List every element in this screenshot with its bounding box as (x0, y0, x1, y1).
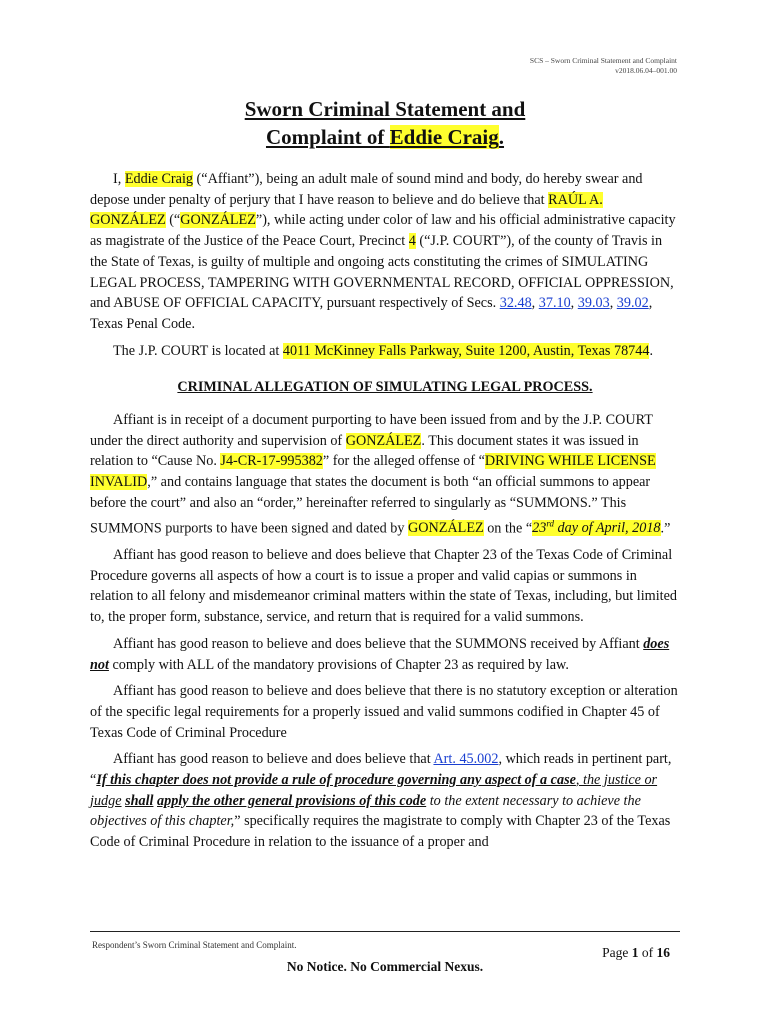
text: . This document states it was issued in relation to “Cause No. (90, 432, 639, 470)
link-sec-32-48[interactable]: 32.48 (499, 295, 532, 312)
text: ” specifically requires the magistrate to comply with Chapter 23 of the Texas Code of Criminal Procedure in relation to the issuance of a proper and (90, 813, 671, 851)
text: (“ (165, 212, 181, 229)
link-sec-39-02[interactable]: 39.02 (616, 295, 649, 312)
link-sec-39-03[interactable]: 39.03 (577, 295, 610, 312)
text: (“J.P. COURT”), of the county of Travis in the State of Texas, is guilty of multiple and ongoing acts constituting the crimes of SIMULATING LEGAL PROCESS, TAMPERING WITH GOVERNMENTAL RECORD, OFFICIAL OPPRESSION, and ABUSE OF OFFICIAL CAPACITY, pursuant respectively of Secs. (90, 233, 674, 312)
accused-short-name: GONZÁLEZ (408, 520, 484, 537)
text: ”), while acting under color of law and his official administrative capacity as magistrate of the Justice of the Peace Court, Precinct (90, 212, 676, 250)
paragraph-summons (90, 410, 680, 539)
title-line1: Sworn Criminal Statement and (244, 97, 526, 121)
section-heading: CRIMINAL ALLEGATION OF SIMULATING LEGAL PROCESS. (177, 379, 593, 396)
page-label: Page (602, 945, 632, 960)
text: , which reads in pertinent part, “ (90, 751, 672, 789)
title-line2-suffix: . (498, 125, 505, 149)
text: The J.P. COURT is located at (113, 342, 283, 359)
quote-part-7: apply the other general provisions of this code (157, 792, 427, 809)
document-header (530, 56, 677, 76)
affiant-name: Eddie Craig (124, 171, 193, 187)
quote-part-1: If this chapter does not provide a rule of procedure governing any aspect of a case (96, 772, 576, 789)
text: , Texas Penal Code. (90, 295, 653, 332)
quote-part-3: the justice or judge (90, 772, 658, 809)
text: ,” and contains language that states the document is both “an official summons to appear before the court” and also an “order,” hereinafter referred to singularly as “SUMMONS.” This SUMMONS purports to have been signed and dated by (90, 474, 651, 537)
footer-notice: No Notice. No Commercial Nexus. (286, 959, 484, 974)
footer-document-title: Respondent’s Sworn Criminal Statement and Complaint. (92, 940, 297, 950)
text: comply with ALL of the mandatory provisions of Chapter 23 as required by law. (108, 656, 569, 673)
title-line2-prefix: Complaint of (265, 125, 390, 149)
accused-short-name: GONZÁLEZ (180, 212, 256, 229)
page-total: 16 (656, 945, 670, 960)
paragraph-article-45-002 (90, 749, 680, 853)
accused-short-name: GONZÁLEZ (345, 432, 422, 449)
text: , (570, 295, 578, 312)
text: Affiant has good reason to believe and does believe that (113, 751, 434, 768)
text: , (609, 295, 617, 312)
accused-name: RAÚL A. GONZÁLEZ (90, 191, 603, 229)
page-current: 1 (631, 945, 639, 960)
paragraph-location (90, 341, 680, 362)
paragraph-noncompliance (90, 634, 680, 675)
emphasis-does-not: does not (90, 635, 670, 673)
header-version: v2018.06.04–001.00 (615, 66, 677, 75)
date-ordinal: rd (546, 518, 554, 529)
page-of: of (638, 945, 657, 960)
summons-date (532, 520, 660, 536)
court-address: 4011 McKinney Falls Parkway, Suite 1200, Austin, Texas 78744 (282, 342, 650, 359)
footer-divider (90, 931, 680, 932)
document-body (90, 169, 680, 859)
cause-number: J4-CR-17-995382 (220, 453, 323, 470)
header-title: SCS – Sworn Criminal Statement and Complaint (529, 56, 677, 65)
alleged-offense: DRIVING WHILE LICENSE INVALID (90, 453, 656, 491)
quote-shall: shall (125, 792, 154, 809)
paragraph-intro (90, 169, 680, 335)
text: I, (113, 171, 125, 187)
title-affiant-name: Eddie Craig (389, 125, 499, 149)
date-day: 23 (532, 520, 547, 537)
date-rest: day of April, 2018 (553, 520, 661, 537)
text: ” for the alleged offense of “ (322, 453, 485, 470)
page-title (0, 95, 770, 151)
paragraph-chapter-23: Affiant has good reason to believe and does believe that Chapter 23 of the Texas Code of Criminal Procedure governs all aspects of how a court is to issue a proper and valid capias or summons in relation to all felony and misdemeanor criminal matters within the state of Texas, including, but limited to, the proper form, substance, service, and return that is required for a valid summons. (90, 546, 677, 626)
text: Affiant is in receipt of a document purporting to have been issued from and by the J.P. COURT under the direct authority and supervision of (90, 412, 653, 449)
quote-part-8: to the extent necessary to achieve the objectives of this chapter, (90, 792, 641, 830)
text: . (649, 342, 654, 359)
paragraph-chapter-45: Affiant has good reason to believe and does believe that there is no statutory exception or alteration of the specific legal requirements for a properly issued and valid summons codified in Chapter 45 of Texas Code of Criminal Procedure (90, 683, 678, 741)
text: (“Affiant”), being an adult male of sound mind and body, do hereby swear and depose under penalty of perjury that I have reason to believe and do believe that (90, 171, 643, 208)
precinct-number: 4 (408, 233, 416, 250)
quote-part-2: , (575, 772, 583, 789)
link-sec-37-10[interactable]: 37.10 (538, 295, 571, 312)
text: on the “ (483, 520, 533, 537)
text: Affiant has good reason to believe and does believe that the SUMMONS received by Affiant (113, 635, 644, 652)
link-art-45-002[interactable]: Art. 45.002 (433, 751, 499, 768)
text: .” (660, 520, 671, 537)
text: , (531, 295, 539, 312)
